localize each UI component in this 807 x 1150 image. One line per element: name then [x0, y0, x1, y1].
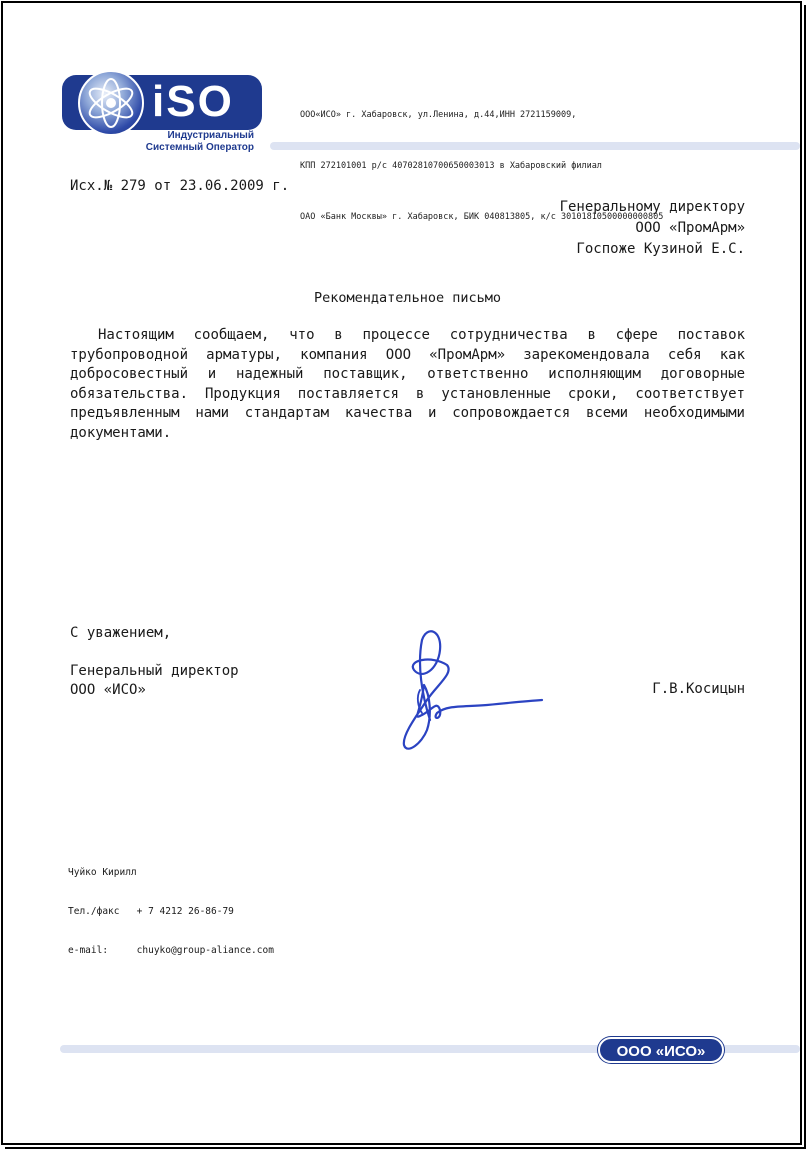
logo-subtitle-line2: Системный Оператор [145, 142, 254, 153]
phone-label: Тел./факс [68, 906, 120, 917]
letter-body: Настоящим сообщаем, что в процессе сотрудничества в сфере поставок трубопроводной арматуры, компания ООО «ПромАрм» зарекомендовала себя как добросовестный и надежный поставщик, ответственно исполняющим договорные обязательства. Продукция поставляется в установленные сроки, соответствует предъявленным нами стандартам качества и сопровождается всеми необходимыми документами. [70, 327, 745, 441]
signature-icon [392, 625, 552, 760]
footer-company-badge: ООО «ИСО» [598, 1037, 724, 1063]
signer-name: Г.В.Косицын [652, 681, 745, 697]
addressee-block [430, 197, 745, 260]
addressee-company: ООО «ПромАрм» [635, 220, 745, 236]
logo-letters: iSO [152, 77, 234, 126]
closing-regards: С уважением, [70, 625, 172, 641]
logo-subtitle-line1: Индустриальный [167, 130, 254, 141]
contact-name: Чуйко Кирилл [68, 867, 137, 878]
signer-position [70, 662, 239, 700]
requisites-line: КПП 272101001 р/с 40702810700650003013 в Хабаровский филиал [300, 161, 602, 171]
contact-email-row [68, 944, 274, 957]
signer-company: ООО «ИСО» [70, 682, 146, 698]
email-label: e-mail: [68, 945, 109, 956]
requisites-line: ОАО «Банк Москвы» г. Хабаровск, БИК 040813805, к/с 30101810500000000805 [300, 212, 664, 222]
logo-subtitle [138, 130, 254, 154]
phone-value: + 7 4212 26-86-79 [136, 906, 234, 917]
letter-subject: Рекомендательное письмо [314, 290, 501, 306]
header-divider [270, 142, 800, 150]
addressee-title: Генеральному директору [559, 199, 745, 215]
company-logo [60, 70, 265, 155]
logo-atom-emblem [78, 70, 144, 136]
requisites-line: ООО«ИСО» г. Хабаровск, ул.Ленина, д.44,ИНН 2721159009, [300, 110, 577, 120]
addressee-name: Госпоже Кузиной Е.С. [576, 241, 745, 257]
outgoing-number: Исх.№ 279 от 23.06.2009 г. [70, 178, 290, 194]
handwritten-signature [392, 625, 552, 760]
atom-icon [80, 72, 142, 134]
contact-phone-row [68, 905, 274, 918]
email-value[interactable]: chuyko@group-aliance.com [136, 945, 274, 956]
signer-title: Генеральный директор [70, 663, 239, 679]
contact-block [68, 840, 274, 970]
